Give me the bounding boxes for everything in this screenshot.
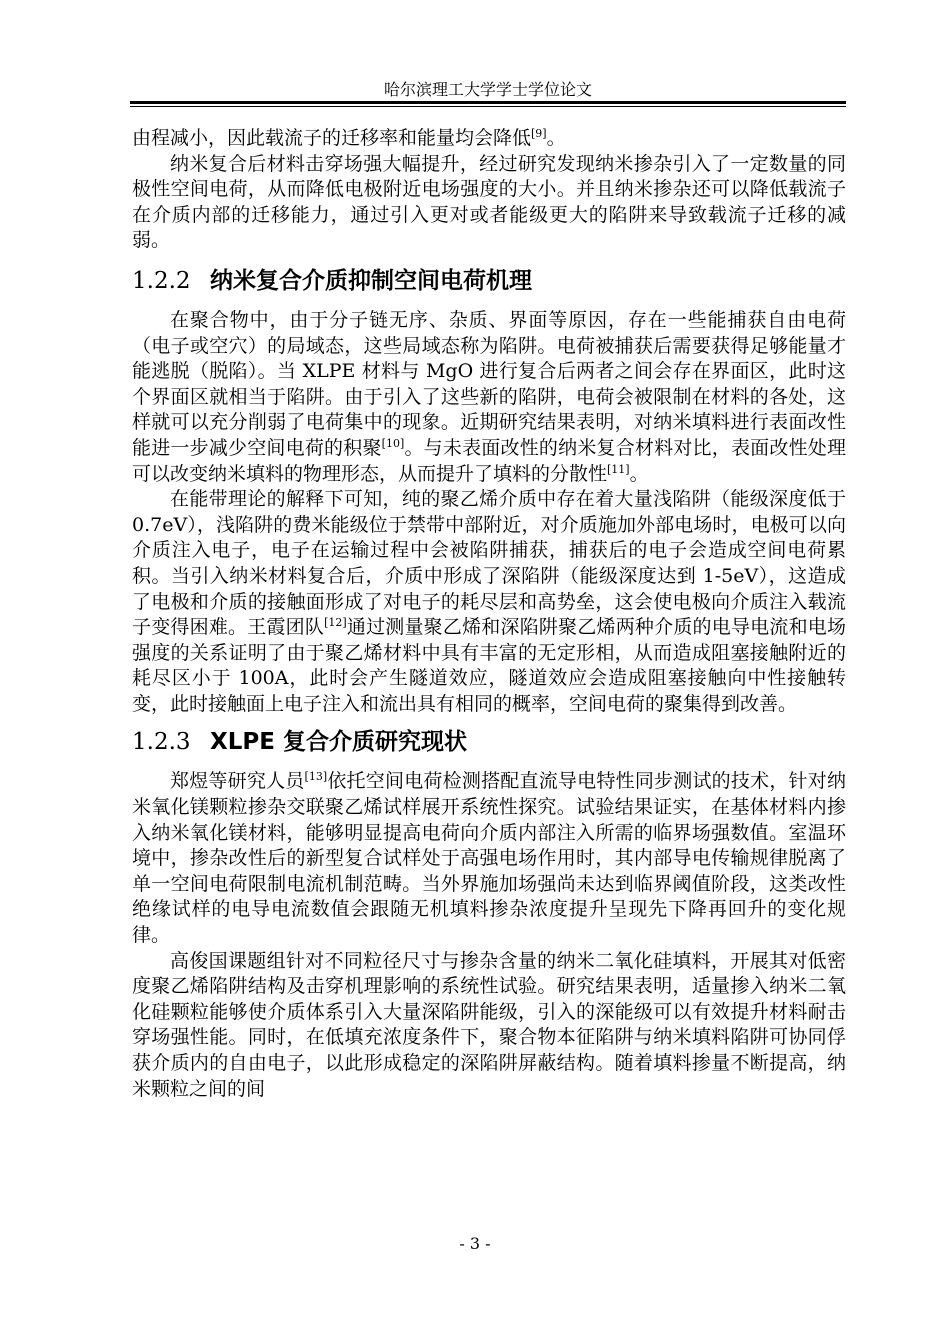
running-header: 哈尔滨理工大学学士学位论文 — [383, 80, 592, 99]
section-number: 1.2.2 — [132, 267, 191, 294]
section-heading-1-2-2 — [132, 266, 846, 296]
section-number: 1.2.3 — [132, 729, 191, 756]
paragraph: 郑煜等研究人员[13]依托空间电荷检测搭配直流导电特性同步测试的技术，针对纳米氧化镁颗粒掺杂交联聚乙烯试样展开系统性探究。试验结果证实，在基体材料内掺入纳米氧化镁材料，能够明显提高电荷向介质内部注入所需的临界场强数值。室温环境中，掺杂改性后的新型复合试样处于高强电场作用时，其内部导电传输规律脱离了单一空间电荷限制电流机制范畴。当外界施加场强尚未达到临界阈值阶段，这类改性绝缘试样的电导电流数值会跟随无机填料掺杂浓度提升呈现先下降再回升的变化规律。 — [132, 770, 846, 947]
section-title: 纳米复合介质抑制空间电荷机理 — [210, 267, 532, 294]
paragraph: 高俊国课题组针对不同粒径尺寸与掺杂含量的纳米二氧化硅填料，开展其对低密度聚乙烯陷阱结构及击穿机理影响的系统性试验。研究结果表明，适量掺入纳米二氧化硅颗粒能够使介质体系引入大量深陷阱能级，引入的深能级可以有效提升材料耐击穿场强性能。同时，在低填充浓度条件下，聚合物本征陷阱与纳米填料陷阱可协同俘获介质内的自由电子，以此形成稳定的深陷阱屏蔽结构。随着填料掺量不断提高，纳米颗粒之间的间 — [132, 949, 846, 1100]
paragraph-continued: 由程减小，因此载流子的迁移率和能量均会降低[9]。 — [132, 127, 566, 149]
header-rule-thin — [130, 106, 846, 107]
page-body — [132, 126, 846, 1102]
citation[interactable]: [9] — [531, 127, 547, 140]
header-rule — [130, 101, 846, 104]
paragraph: 在聚合物中，由于分子链无序、杂质、界面等原因，存在一些能捕获自由电荷（电子或空穴）的局域态，这些局域态称为陷阱。电荷被捕获后需要获得足够能量才能逃脱（脱陷）。当 XLPE 材料与 MgO 进行复合后两者之间会存在界面区，此时这个界面区就相当于陷阱。由于引入了这些新的陷阱，电荷会被限制在材料的各处，这样就可以充分削弱了电荷集中的现象。近期研究结果表明，对纳米填料进行表面改性能进一步减少空间电荷的积聚[10]。与未表面改性的纳米复合材料对比，表面改性处理可以改变纳米填料的物理形态，从而提升了填料的分散性[11]。 — [132, 308, 846, 485]
section-heading-1-2-3 — [132, 727, 846, 757]
citation[interactable]: [11] — [607, 462, 630, 476]
page-number: - 3 - — [459, 1234, 491, 1253]
paragraph: 在能带理论的解释下可知，纯的聚乙烯介质中存在着大量浅陷阱（能级深度低于 0.7eV），浅陷阱的费米能级位于禁带中部附近，对介质施加外部电场时，电极可以向介质注入电子，电子在运输过程中会被陷阱捕获，捕获后的电子会造成空间电荷累积。当引入纳米材料复合后，介质中形成了深陷阱（能级深度达到 1-5eV），这造成了电极和介质的接触面形成了对电子的耗尽层和高势垒，这会使电极向介质注入载流子变得困难。王霞团队[12]通过测量聚乙烯和深陷阱聚乙烯两种介质的电导电流和电场强度的关系证明了由于聚乙烯材料中具有丰富的无定形相，从而造成阻塞接触附近的耗尽区小于 100A，此时会产生隧道效应，隧道效应会造成阻塞接触向中性接触转变，此时接触面上电子注入和流出具有相同的概率，空间电荷的聚集得到改善。 — [132, 488, 846, 715]
citation[interactable]: [13] — [304, 770, 328, 784]
citation[interactable]: [12] — [324, 616, 347, 630]
citation[interactable]: [10] — [381, 436, 405, 450]
section-title: XLPE 复合介质研究现状 — [210, 729, 467, 756]
paragraph: 纳米复合后材料击穿场强大幅提升，经过研究发现纳米掺杂引入了一定数量的同极性空间电荷，从而降低电极附近电场强度的大小。并且纳米掺杂还可以降低载流子在介质内部的迁移能力，通过引入更对或者能级更大的陷阱来导致载流子迁移的减弱。 — [132, 152, 846, 252]
